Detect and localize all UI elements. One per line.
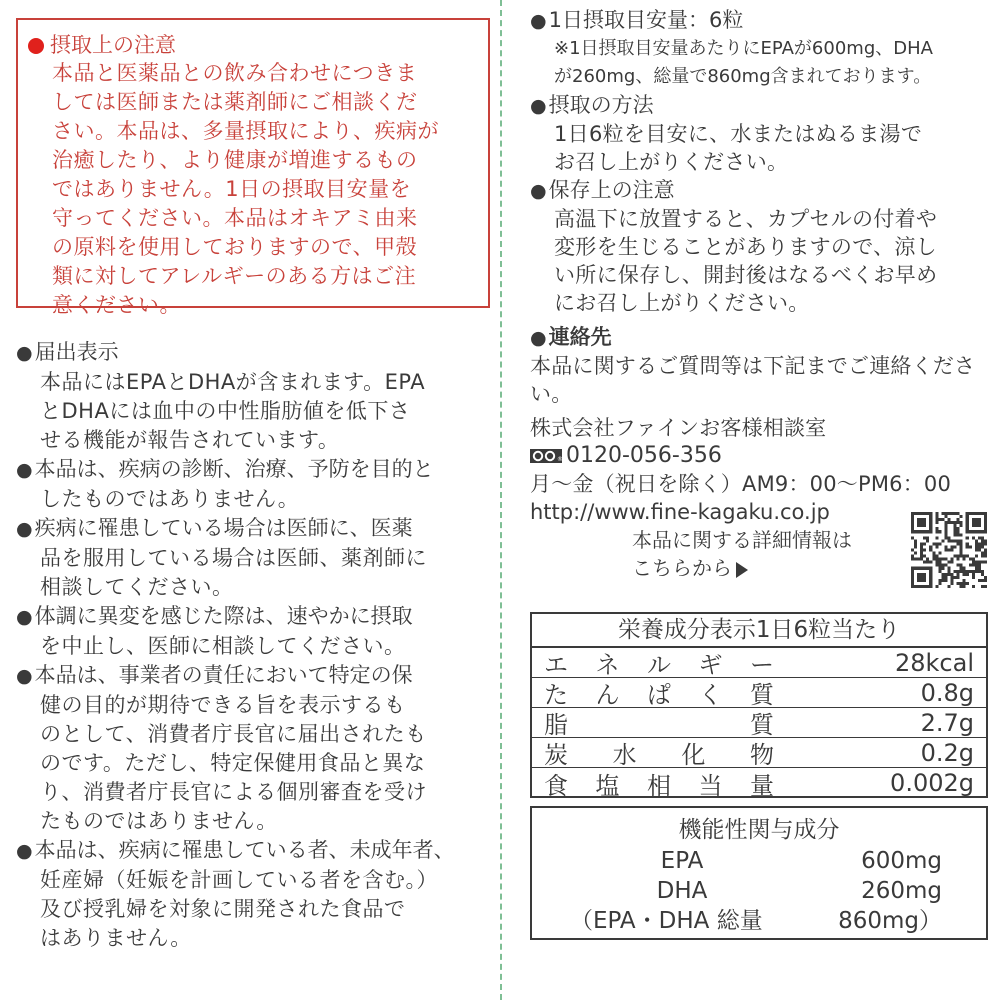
company-name: 株式会社ファインお客様相談室 (530, 416, 827, 440)
notice-line: り、消費者庁長官による個別審査を受け (40, 780, 427, 804)
notice-item (16, 455, 490, 514)
bullet-icon: ● (530, 180, 547, 202)
dosage-section (530, 6, 990, 91)
nutrition-label-char: 脂 (544, 711, 568, 739)
contact-heading: 連絡先 (548, 325, 612, 349)
nutrition-row (532, 708, 986, 738)
notice-line: たものではありません。 (40, 809, 278, 833)
nutrition-label-char: た (544, 681, 568, 709)
qr-caption-line: こちらから (632, 556, 732, 580)
qr-code-icon[interactable] (910, 512, 988, 588)
ingredient-name: （EPA・DHA 総量 (570, 908, 763, 934)
triangle-right-icon (736, 562, 748, 578)
caution-line: ではありません。1日の摂取目安量を (52, 177, 412, 201)
right-column (530, 6, 990, 526)
nutrition-label-char: ん (595, 681, 620, 709)
notice-line: 及び授乳婦を対象に開発された食品で (40, 897, 406, 921)
nutrition-label-char: ぱ (647, 681, 671, 709)
contact-section (530, 323, 990, 526)
method-line: 1日6粒を目安に、水またはぬるま湯で (554, 122, 923, 146)
column-divider (500, 0, 502, 1000)
bullet-icon: ● (16, 840, 33, 862)
business-hours: 月〜金（祝日を除く）AM9：00〜PM6：00 (530, 472, 952, 496)
nutrition-label-char: 水 (612, 741, 637, 769)
caution-line: の原料を使用しておりますので、甲殻 (52, 235, 418, 259)
functional-row-total (532, 906, 986, 936)
caution-line: 本品と医薬品との飲み合わせにつきま (52, 61, 418, 85)
storage-line: 変形を生じることがありますので、涼し (554, 235, 937, 259)
notice-item (16, 602, 490, 661)
caution-line: 意ください。 (52, 293, 181, 317)
freedial-icon (530, 449, 562, 463)
storage-line: にお召し上がりください。 (554, 291, 810, 315)
nutrition-label-char: 物 (749, 741, 774, 769)
ingredient-name: DHA (656, 878, 708, 904)
left-notice-list (16, 338, 490, 953)
nutrition-label-char: 質 (750, 681, 774, 709)
nutrition-value: 0.002g (890, 769, 974, 797)
ingredient-amount: 600mg (861, 848, 942, 874)
dosage-line: が260mg、総量で860mg含まれております。 (554, 66, 932, 87)
method-line: お召し上がりください。 (554, 150, 789, 174)
contact-intro: 本品に関するご質問等は下記までご連絡ください。 (530, 354, 976, 406)
notice-line: のです。ただし、特定保健用食品と異な (40, 751, 426, 775)
notice-line: 健の目的が期待できる旨を表示するも (40, 693, 406, 717)
nutrition-label-char: 質 (750, 711, 774, 739)
nutrition-row (532, 768, 986, 798)
storage-line: 高温下に放置すると、カプセルの付着や (554, 207, 938, 231)
notice-line: 妊産婦（妊娠を計画している者を含む。） (40, 868, 438, 892)
caution-box (16, 18, 490, 317)
nutrition-label-char: 量 (750, 771, 774, 800)
caution-title: 摂取上の注意 (50, 33, 176, 57)
nutrition-row (532, 648, 986, 678)
method-heading: 摂取の方法 (548, 93, 654, 117)
bullet-icon: ● (530, 95, 547, 117)
qr-caption (632, 526, 852, 582)
notice-heading: 届出表示 (34, 340, 119, 364)
storage-section (530, 176, 990, 317)
notice-line: 相談してください。 (40, 575, 234, 599)
ingredient-name: EPA (660, 848, 704, 874)
nutrition-label-char: 塩 (595, 771, 620, 800)
bullet-icon: ● (16, 459, 33, 481)
nutrition-label-char: ル (647, 651, 671, 679)
notice-line: 品を服用している場合は医師、薬剤師に (40, 546, 427, 570)
nutrition-label (544, 766, 774, 801)
notice-line: はありません。 (40, 926, 192, 950)
nutrition-label-char: ネ (595, 651, 620, 679)
notice-line: 本品にはEPAとDHAが含まれます。EPA (40, 370, 426, 394)
phone-number[interactable]: 0120-056-356 (566, 443, 722, 468)
notice-line: 体調に異変を感じた際は、速やかに摂取 (34, 604, 413, 628)
red-dot-icon (28, 38, 44, 54)
bullet-icon: ● (530, 327, 547, 349)
notice-line: 本品は、疾病の診断、治療、予防を目的と (34, 457, 434, 481)
nutrition-label-char: 化 (681, 741, 706, 769)
nutrition-value: 0.8g (920, 678, 974, 707)
bullet-icon: ● (530, 10, 547, 32)
nutrition-label-char: 炭 (544, 741, 568, 769)
functional-row (532, 846, 986, 876)
notice-line: 疾病に罹患している場合は医師に、医薬 (34, 516, 413, 540)
notice-item (16, 836, 490, 953)
nutrition-value: 0.2g (920, 738, 974, 767)
nutrition-label-char: 相 (647, 771, 671, 800)
notice-line: 本品は、事業者の責任において特定の保 (34, 663, 413, 687)
nutrition-row (532, 678, 986, 708)
dosage-line: ※1日摂取目安量あたりにEPAが600mg、DHA (554, 38, 933, 59)
ingredient-amount: 260mg (861, 878, 942, 904)
caution-heading (28, 32, 478, 59)
nutrition-table (530, 612, 988, 798)
qr-caption-line: 本品に関する詳細情報は (632, 528, 852, 552)
notice-line: せる機能が報告されています。 (40, 428, 340, 452)
method-section (530, 91, 990, 176)
bullet-icon: ● (16, 606, 33, 628)
caution-line: さい。本品は、多量摂取により、疾病が (52, 119, 439, 143)
caution-line: 類に対してアレルギーのある方はご注 (52, 264, 417, 288)
caution-line: 治癒したり、より健康が増進するもの (52, 148, 418, 172)
notice-line: とDHAには血中の中性脂肪値を低下さ (40, 399, 411, 423)
ingredient-amount: 860mg） (838, 908, 942, 934)
nutrition-label-char: ギ (698, 651, 723, 679)
functional-ingredients-box (530, 806, 988, 940)
nutrition-label-char: 食 (544, 771, 568, 800)
notice-item (16, 514, 490, 602)
nutrition-value: 2.7g (920, 708, 974, 737)
dosage-heading: 1日摂取目安量：6粒 (548, 8, 744, 32)
functional-row (532, 876, 986, 906)
storage-line: い所に保存し、開封後はなるべくお早め (554, 263, 938, 287)
nutrition-label-char: ー (750, 651, 774, 679)
phone-line (530, 442, 990, 470)
bullet-icon: ● (16, 342, 33, 364)
notice-line: のとして、消費者庁長官に届出されたも (40, 722, 427, 746)
svg-text:®: ® (557, 456, 563, 463)
notice-item (16, 661, 490, 836)
bullet-icon: ● (16, 665, 33, 687)
storage-heading: 保存上の注意 (548, 178, 675, 202)
bullet-icon: ● (16, 518, 33, 540)
nutrition-value: 28kcal (894, 648, 974, 677)
notice-line: を中止し、医師に相談してください。 (40, 634, 406, 658)
caution-body (28, 59, 478, 320)
nutrition-label-char: エ (544, 651, 568, 679)
caution-line: しては医師または薬剤師にご相談くだ (52, 90, 418, 114)
caution-line: 守ってください。本品はオキアミ由来 (52, 206, 418, 230)
notice-line: したものではありません。 (40, 487, 300, 511)
website-url[interactable]: http://www.fine-kagaku.co.jp (530, 500, 830, 524)
nutrition-label-char: く (698, 681, 723, 709)
nutrition-title: 栄養成分表示1日6粒当たり (532, 614, 986, 648)
notice-item-declaration (16, 338, 490, 455)
qr-section (632, 512, 992, 592)
notice-line: 本品は、疾病に罹患している者、未成年者、 (34, 838, 455, 862)
nutrition-row (532, 738, 986, 768)
nutrition-label-char: 当 (698, 771, 723, 800)
functional-title: 機能性関与成分 (678, 817, 840, 843)
